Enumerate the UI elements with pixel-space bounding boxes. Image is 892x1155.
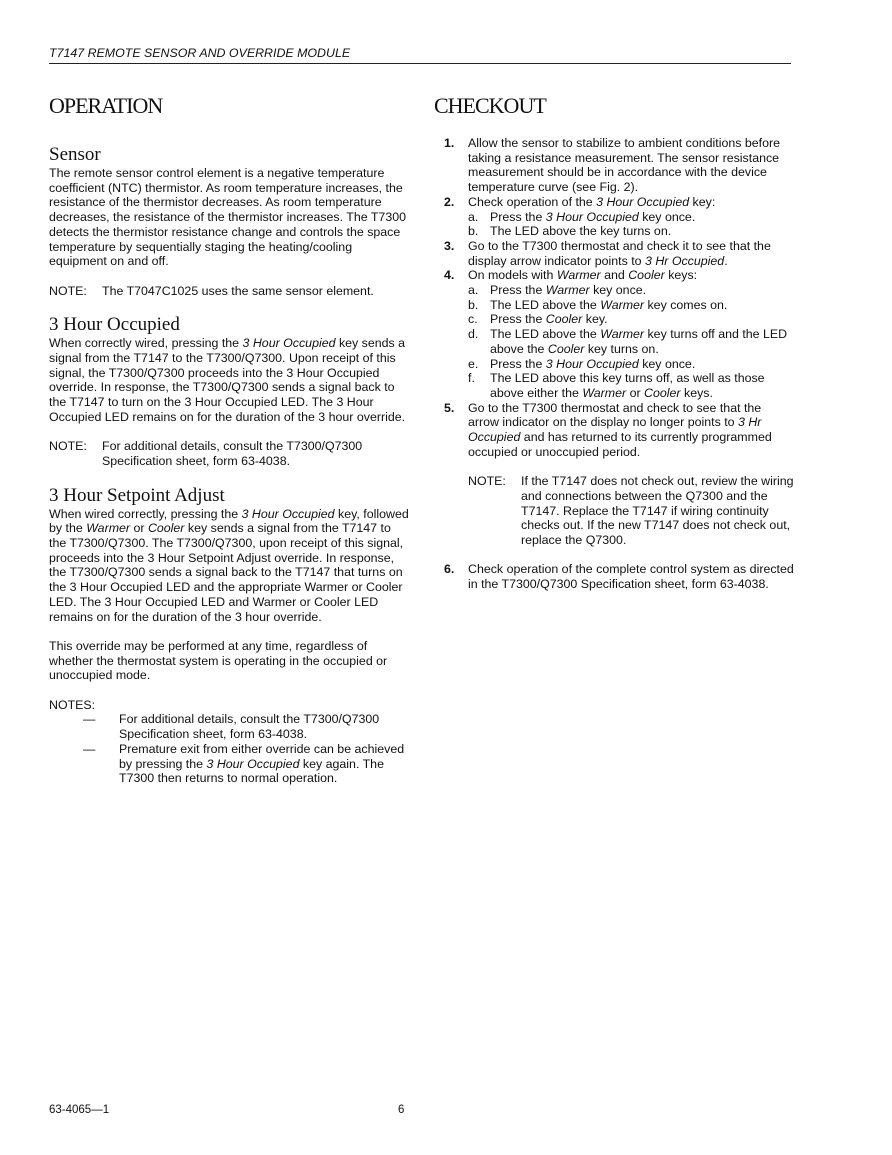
note-text: For additional details, consult the T7300/Q7300 Specification sheet, form 63-4038. [102, 439, 363, 468]
setpoint-heading: 3 Hour Setpoint Adjust [49, 484, 225, 506]
operation-title: OPERATION [49, 93, 163, 118]
note-item: — For additional details, consult the T7300/Q7300 Specification sheet, form 63-4038. [83, 712, 380, 742]
notes-label: NOTES: [49, 697, 96, 712]
page-number: 6 [398, 1104, 405, 1116]
operation-column [49, 92, 411, 786]
substep: b. The LED above the key turns on. [468, 224, 672, 239]
step-4: 4. On models with Warmer and Cooler keys: a. Press the Warmer key once. b. The LED above the Warmer key comes on. c. Press the Cooler key. d. The LED above the Warmer key turns off and the LED above the Cooler key turns on. e. Press the 3 Hour Occupied key once. f. The LED above this key turns off, as well as those above either the Warmer or Cooler keys. [434, 268, 794, 400]
setpoint-body: When wired correctly, pressing the 3 Hour Occupied key, followed by the Warmer or Cooler key sends a signal from the T7147 to the T7300/Q7300. The T7300/Q7300, upon receipt of this signal, proceeds into the 3 Hour Setpoint Adjust override. In response, the T7300/Q7300 sends a signal back to the T7147 that turns on the 3 Hour Occupied LED and the appropriate Warmer or Cooler LED. The 3 Hour Occupied LED and Warmer or Cooler LED remains on for the duration of the 3 hour override. [49, 506, 409, 624]
step-1: 1. Allow the sensor to stabilize to ambient conditions before taking a resistance measurement. The sensor resistance measurement should be in accordance with the device temperature curve (see Fig. 2). [444, 136, 781, 195]
substep: b. The LED above the Warmer key comes on. [468, 297, 728, 312]
substep: a. Press the Warmer key once. [468, 283, 647, 298]
note-label: NOTE: [49, 283, 87, 298]
note-label: NOTE: [468, 474, 506, 489]
note-item: — Premature exit from either override can be achieved by pressing the 3 Hour Occupied key again. The T7300 then returns to normal operation. [83, 741, 405, 786]
sensor-body: The remote sensor control element is a negative temperature coefficient (NTC) thermistor. As room temperature increases, the resistance of the thermistor decreases. As room temperature decreases, the resistance of the thermistor increases. The T7300 detects the thermistor resistance change and controls the space temperature by sequentially staging the heating/cooling equipment on and off. [49, 166, 406, 269]
note-text: If the T7147 does not check out, review the wiring and connections between the Q7300 and the T7147. Replace the T7147 if wiring continuity checks out. If the new T7147 does not check out, replace the Q7300. [521, 474, 794, 547]
step-3: 3. Go to the T7300 thermostat and check it to see that the display arrow indicator points to 3 Hr Occupied. [444, 238, 771, 268]
occupied-note [49, 439, 411, 468]
setpoint-body-2: This override may be performed at any time, regardless of whether the thermostat system is operating in the occupied or unoccupied mode. [49, 638, 388, 683]
occupied-body: When correctly wired, pressing the 3 Hour Occupied key sends a signal from the T7147 to the T7300/Q7300. Upon receipt of this signal, the T7300/Q7300 proceeds into the 3 Hour Occupied override. In response, the T7300/Q7300 sends a signal back to the T7147 to turn on the 3 Hour Occupied LED. The 3 Hour Occupied LED remains on for the duration of the 3 hour override. [49, 336, 406, 424]
substep: a. Press the 3 Hour Occupied key once. [468, 209, 696, 224]
occupied-heading: 3 Hour Occupied [49, 314, 180, 336]
step-5: 5. Go to the T7300 thermostat and check to see that the arrow indicator on the display no longer points to 3 Hr Occupied and has returned to its currently programmed occupied or unoccupied period. [444, 400, 772, 459]
note-label: NOTE: [49, 439, 87, 454]
step-2: 2. Check operation of the 3 Hour Occupied key: a. Press the 3 Hour Occupied key once. b. The LED above the key turns on. [434, 195, 794, 239]
sensor-note [49, 284, 411, 299]
note-text: The T7047C1025 uses the same sensor element. [102, 283, 374, 298]
form-number: 63-4065—1 [49, 1104, 110, 1116]
substep: c. Press the Cooler key. [468, 312, 608, 327]
substep: d. The LED above the Warmer key turns off and the LED above the Cooler key turns on. [468, 327, 788, 356]
substep: e. Press the 3 Hour Occupied key once. [468, 356, 696, 371]
sensor-heading: Sensor [49, 144, 101, 165]
step-6: 6. Check operation of the complete control system as directed in the T7300/Q7300 Specification sheet, form 63-4038. [444, 562, 794, 592]
checkout-note [468, 474, 794, 548]
running-header: T7147 REMOTE SENSOR AND OVERRIDE MODULE [49, 46, 791, 64]
checkout-column [434, 92, 794, 592]
checkout-title: CHECKOUT [434, 93, 546, 118]
substep: f. The LED above this key turns off, as well as those above either the Warmer or Cooler keys. [468, 371, 765, 400]
